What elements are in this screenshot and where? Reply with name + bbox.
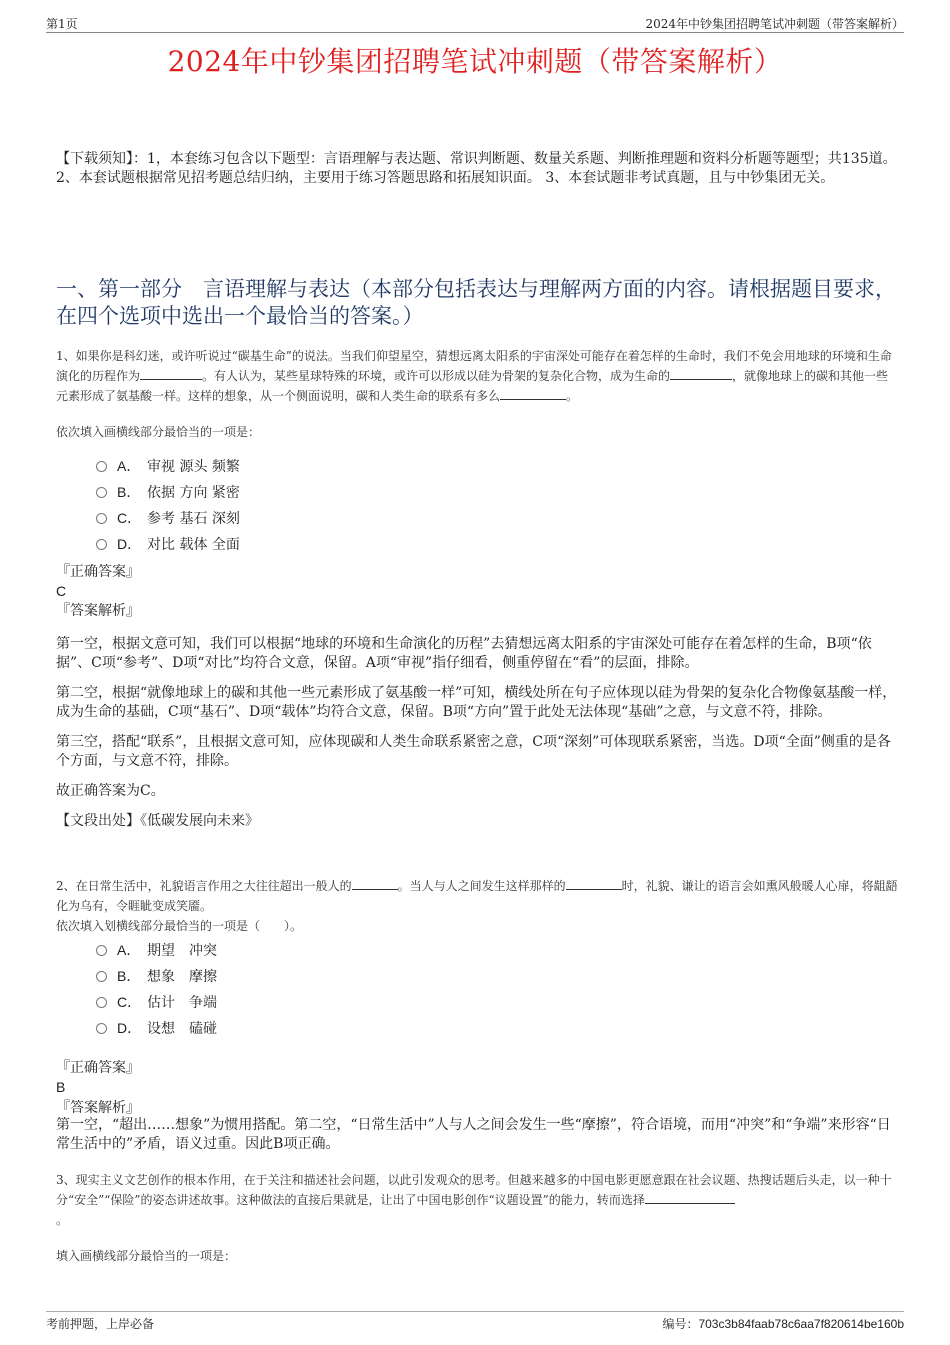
- question-3-prompt: 填入画横线部分最恰当的一项是：: [56, 1249, 237, 1263]
- footer-slogan: 考前押题，上岸必备: [46, 1317, 155, 1331]
- analysis-paragraph: 第一空，根据文意可知，我们可以根据“地球的环境和生命演化的历程”去猜想远离太阳系的宇宙深处可能存在着怎样的生命，B项“依据”、C项“参考”、D项“对比”均符合文意，保留。A项“审视”指仔细看，侧重停留在“看”的层面，排除。: [56, 636, 872, 671]
- download-notice: 【下载须知】：1，本套练习包含以下题型：言语理解与表达题、常识判断题、数量关系题、判断推理题和资料分析题等题型；共135道。 2、本套试题根据常见招考题总结归纳，主要用于练习答题思路和拓展知识面。 3、本套试题非考试真题，且与中钞集团无关。: [56, 151, 897, 186]
- option-c[interactable]: C． 参考 基石 深刻: [96, 505, 240, 531]
- option-a[interactable]: A． 期望 冲突: [96, 937, 217, 963]
- option-c[interactable]: C． 估计 争端: [96, 989, 217, 1015]
- option-d[interactable]: D． 对比 载体 全面: [96, 531, 240, 557]
- radio-button[interactable]: [96, 461, 107, 472]
- option-b[interactable]: B． 依据 方向 紧密: [96, 479, 240, 505]
- page-footer: [46, 1311, 904, 1332]
- text-source: 【文段出处】《低碳发展向未来》: [56, 813, 259, 829]
- page-header: [46, 14, 904, 33]
- radio-button[interactable]: [96, 513, 107, 524]
- question-1-prompt: 依次填入画横线部分最恰当的一项是：: [56, 425, 261, 439]
- blank-line: [352, 877, 398, 890]
- radio-button[interactable]: [96, 1023, 107, 1034]
- section-heading: 一、第一部分 言语理解与表达（本部分包括表达与理解两方面的内容。请根据题目要求，在四个选项中选出一个最恰当的答案。）: [56, 277, 896, 328]
- question-2-prompt: 依次填入划横线部分最恰当的一项是（ ）。: [56, 919, 303, 933]
- analysis-label: 『答案解析』: [56, 1100, 140, 1116]
- option-a[interactable]: A． 审视 源头 频繁: [96, 453, 240, 479]
- question-1-analysis: [56, 635, 898, 842]
- radio-button[interactable]: [96, 971, 107, 982]
- correct-answer: B: [56, 1079, 66, 1095]
- blank-line: [566, 877, 622, 890]
- question-2-options: [96, 937, 217, 1041]
- analysis-label: 『答案解析』: [56, 603, 140, 619]
- blank-line: [670, 367, 732, 380]
- radio-button[interactable]: [96, 997, 107, 1008]
- radio-button[interactable]: [96, 539, 107, 550]
- blank-line: [140, 367, 202, 380]
- radio-button[interactable]: [96, 487, 107, 498]
- question-1-options: [96, 453, 240, 557]
- correct-answer: C: [56, 583, 67, 599]
- analysis-conclusion: 故正确答案为C。: [56, 783, 165, 799]
- option-d[interactable]: D． 设想 磕碰: [96, 1015, 217, 1041]
- analysis-paragraph: 第三空，搭配“联系”，且根据文意可知，应体现碳和人类生命联系紧密之意，C项“深刻”可体现联系紧密，当选。D项“全面”侧重的是各个方面，与文意不符，排除。: [56, 734, 891, 769]
- question-2-stem: 2、在日常生活中，礼貌语言作用之大往往超出一般人的 。当人与人之间发生这样那样的 时，礼貌、谦让的语言会如熏风般暖人心扉，将龃龉化为乌有，令睚眦变成笑靥。: [56, 879, 898, 913]
- question-1-stem: 1、如果你是科幻迷，或许听说过“碳基生命”的说法。当我们仰望星空，猜想远离太阳系的宇宙深处可能存在着怎样的生命时，我们不免会用地球的环境和生命演化的历程作为 。有人认为，某些星球特殊的环境，或许可以形成以硅为骨架的复杂化合物，成为生命的 ，就像地球上的碳和其他一些元素形成了氨基酸一样。这样的想象，从一个侧面说明，碳和人类生命的联系有多么 。: [56, 349, 892, 403]
- question-2-analysis: 第一空，“超出……想象”为惯用搭配。第二空，“日常生活中”人与人之间会发生一些“摩擦”，符合语境，而用“冲突”和“争端”来形容“日常生活中的”矛盾，语义过重。因此B项正确。: [56, 1117, 891, 1152]
- answer-label: 『正确答案』: [56, 564, 140, 580]
- radio-button[interactable]: [96, 945, 107, 956]
- question-3-stem: 3、现实主义文艺创作的根本作用，在于关注和描述社会问题，以此引发观众的思考。但越来越多的中国电影更愿意跟在社会议题、热搜话题后头走，以一种十分“安全”“保险”的姿态讲述故事。这种做法的直接后果就是，让出了中国电影创作“议题设置”的能力，转而选择 。: [56, 1173, 892, 1227]
- blank-line: [645, 1191, 735, 1204]
- page-number: 第1页: [46, 17, 78, 31]
- blank-line: [500, 387, 566, 400]
- analysis-paragraph: 第二空，根据“就像地球上的碳和其他一些元素形成了氨基酸一样”可知，横线处所在句子应体现以硅为骨架的复杂化合物像氨基酸一样，成为生命的基础，C项“基石”、D项“载体”均符合文意，保留。B项“方向”置于此处无法体现“基础”之意，与文意不符，排除。: [56, 685, 897, 720]
- page-title: 2024年中钞集团招聘笔试冲刺题（带答案解析）: [167, 45, 783, 78]
- document-code: 编号：703c3b84faab78c6aa7f820614be160b: [662, 1317, 904, 1331]
- option-b[interactable]: B． 想象 摩擦: [96, 963, 217, 989]
- header-doc-title: 2024年中钞集团招聘笔试冲刺题（带答案解析）: [645, 17, 904, 31]
- answer-label: 『正确答案』: [56, 1060, 140, 1076]
